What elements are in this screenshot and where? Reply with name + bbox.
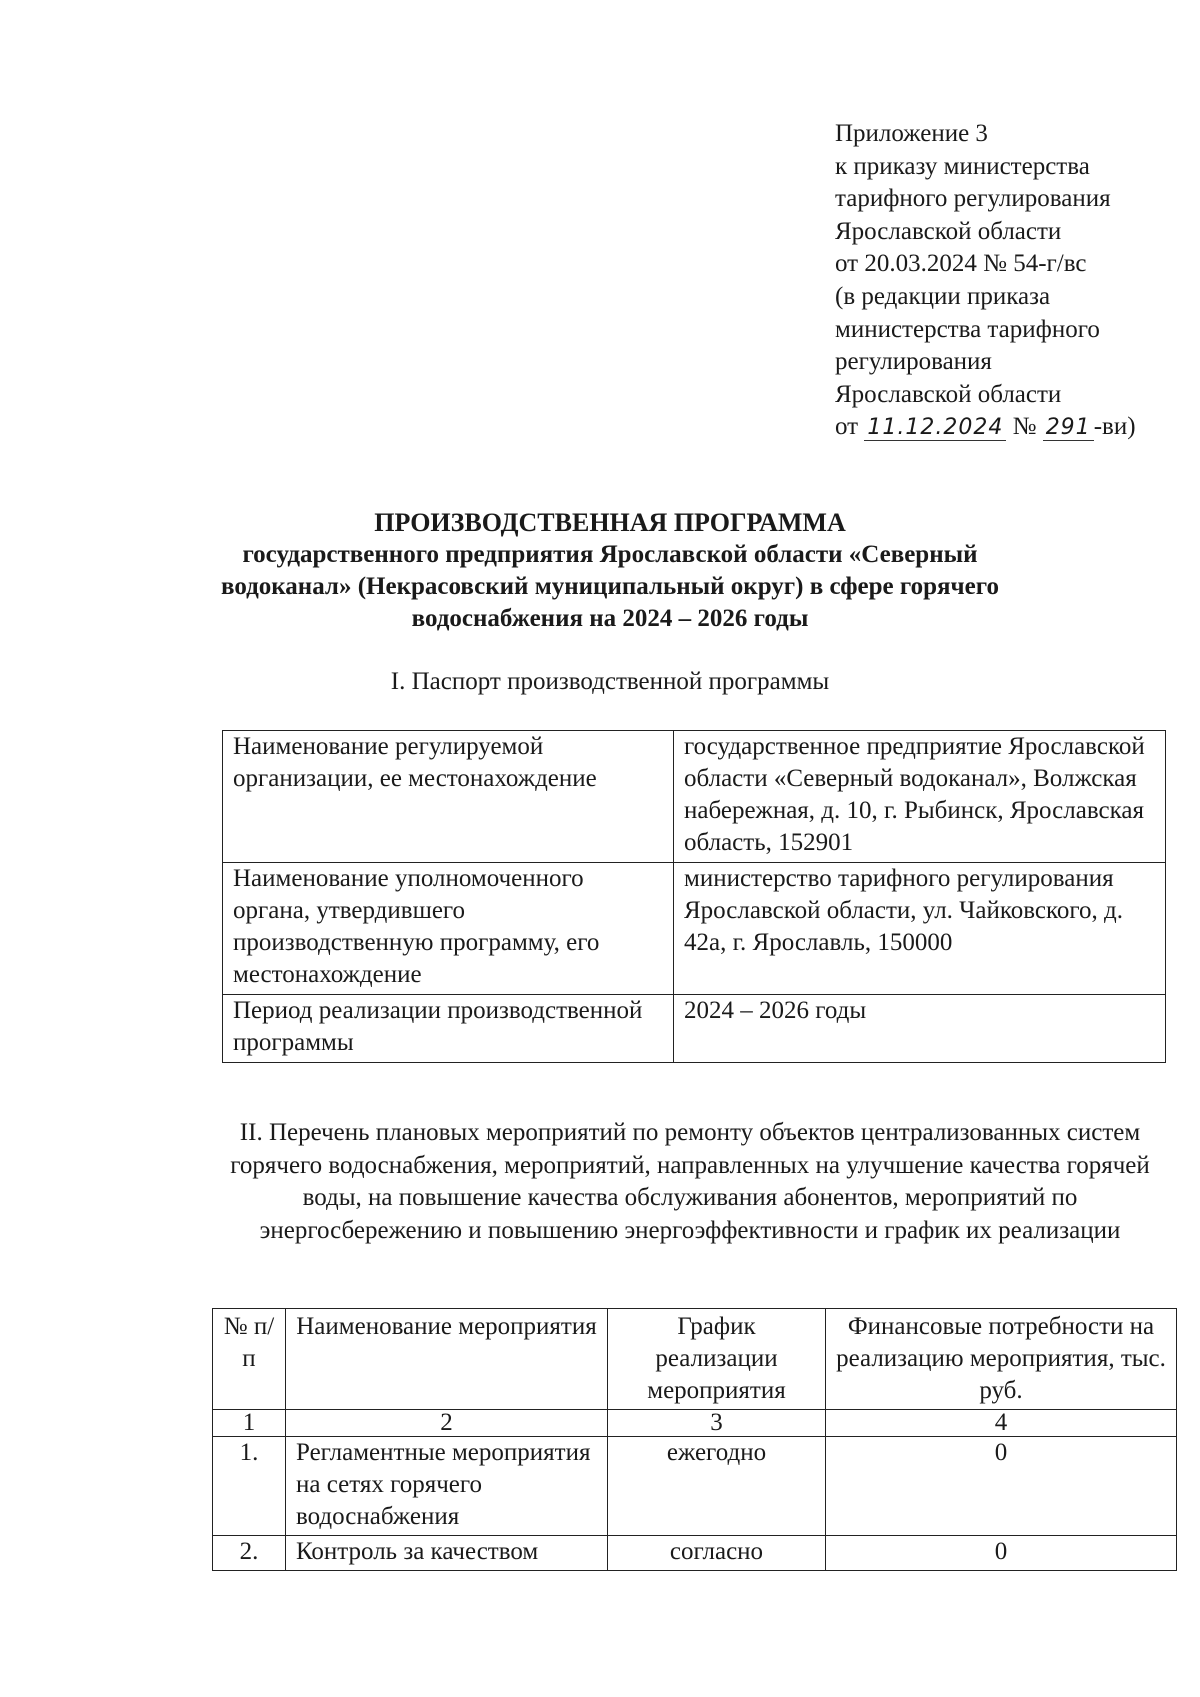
measure-cost: 0 — [826, 1437, 1177, 1536]
edition-suffix: -ви) — [1093, 413, 1136, 441]
measure-cost: 0 — [826, 1536, 1177, 1571]
handwritten-date: 11.12.2024 — [864, 416, 1006, 441]
appendix-line: Ярославской области — [835, 217, 1062, 245]
appendix-line: (в редакции приказа — [835, 282, 1051, 310]
title-line: водоснабжения на 2024 – 2026 годы — [411, 605, 809, 632]
appendix-edition-line — [835, 411, 1175, 444]
column-header: Наименование мероприятия — [286, 1309, 608, 1410]
passport-label: Наименование уполномоченного органа, утвердившего производственную программу, его местонахождение — [223, 863, 674, 995]
table-row — [223, 995, 1166, 1063]
passport-value: государственное предприятие Ярославской области «Северный водоканал», Волжская набережная, д. 10, г. Рыбинск, Ярославская область, 152901 — [674, 731, 1166, 863]
passport-value: министерство тарифного регулирования Ярославской области, ул. Чайковского, д. 42а, г. Ярославль, 150000 — [674, 863, 1166, 995]
row-number: 1. — [213, 1437, 286, 1536]
edition-prefix: от — [835, 413, 859, 441]
title-line: ПРОИЗВОДСТВЕННАЯ ПРОГРАММА — [374, 508, 846, 537]
table-header-row — [213, 1309, 1177, 1410]
passport-label: Наименование регулируемой организации, ее местонахождение — [223, 731, 674, 863]
table-row — [213, 1536, 1177, 1571]
measure-name: Регламентные мероприятия на сетях горячего водоснабжения — [286, 1437, 608, 1536]
row-number: 2. — [213, 1536, 286, 1571]
column-header: № п/п — [213, 1309, 286, 1410]
title-line: государственного предприятия Ярославской области «Северный — [242, 541, 978, 568]
appendix-line: к приказу министерства — [835, 152, 1090, 180]
section2-heading: II. Перечень плановых мероприятий по ремонту объектов централизованных систем горячего водоснабжения, мероприятий, направленных на улучшение качества горячей воды, на повышение качества обслуживания абонентов, мероприятий по энергосбережению и повышению энергоэффективности и график их реализации — [230, 1119, 1150, 1244]
appendix-line: регулирования — [835, 348, 992, 376]
column-number: 1 — [213, 1410, 286, 1437]
column-number-row — [213, 1410, 1177, 1437]
title-line: водоканал» (Некрасовский муниципальный округ) в сфере горячего — [221, 573, 999, 600]
document-title — [180, 507, 1040, 635]
appendix-line: Ярославской области — [835, 380, 1062, 408]
column-number: 4 — [826, 1410, 1177, 1437]
appendix-block — [835, 118, 1175, 444]
appendix-line: тарифного регулирования — [835, 185, 1111, 213]
passport-table — [222, 730, 1166, 1063]
section1-heading: I. Паспорт производственной программы — [390, 668, 830, 695]
column-header: Финансовые потребности на реализацию мероприятия, тыс. руб. — [826, 1309, 1177, 1410]
table-row — [223, 863, 1166, 995]
table-row — [213, 1437, 1177, 1536]
appendix-line: министерства тарифного — [835, 315, 1100, 343]
measure-schedule: ежегодно — [608, 1437, 826, 1536]
measure-name: Контроль за качеством — [286, 1536, 608, 1571]
appendix-line: от 20.03.2024 № 54-г/вс — [835, 250, 1087, 278]
table-row — [223, 731, 1166, 863]
passport-value: 2024 – 2026 годы — [674, 995, 1166, 1063]
passport-label: Период реализации производственной программы — [223, 995, 674, 1063]
number-sign: № — [1012, 413, 1037, 441]
handwritten-number: 291 — [1043, 416, 1094, 441]
column-number: 2 — [286, 1410, 608, 1437]
measure-schedule: согласно — [608, 1536, 826, 1571]
column-number: 3 — [608, 1410, 826, 1437]
measures-table — [212, 1308, 1177, 1571]
column-header: График реализации мероприятия — [608, 1309, 826, 1410]
appendix-line: Приложение 3 — [835, 120, 988, 147]
